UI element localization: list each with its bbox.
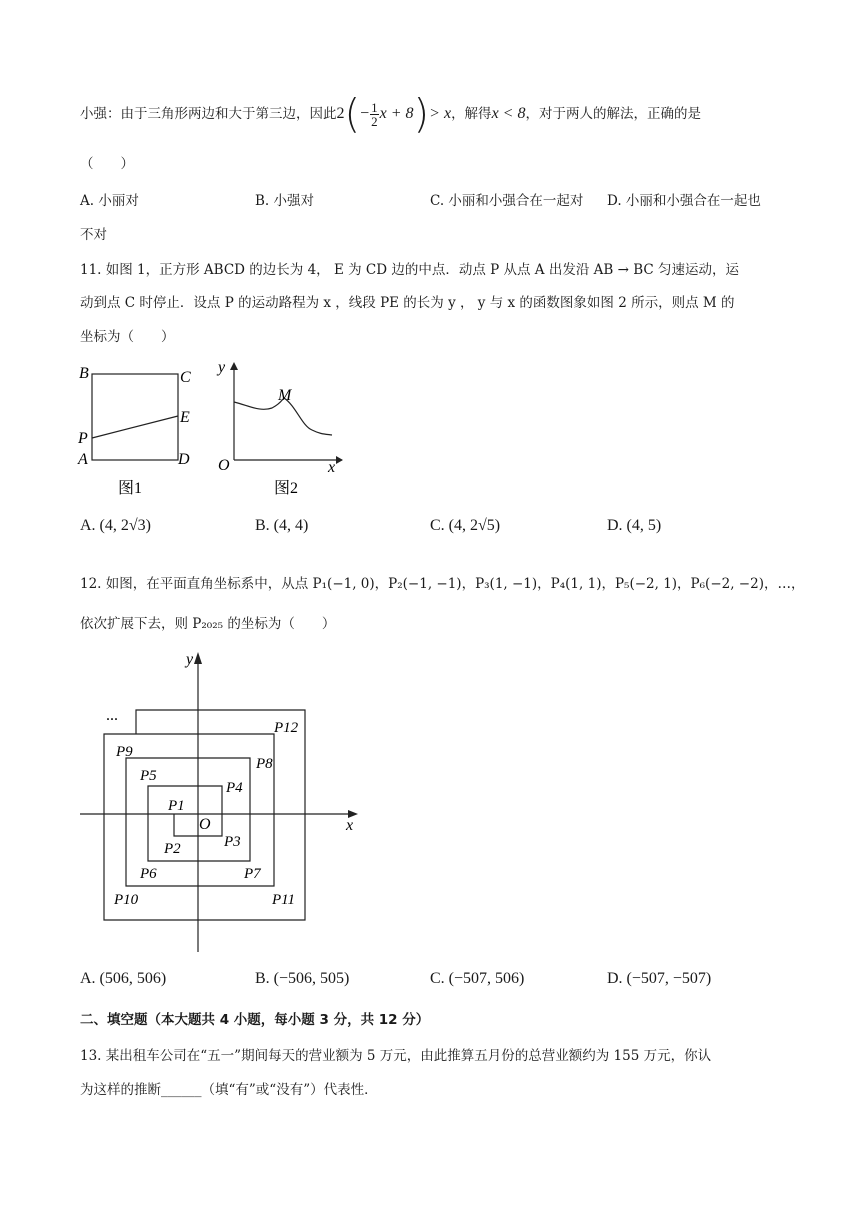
q11-line1: 11. 如图 1，正方形 ABCD 的边长为 4， E 为 CD 边的中点．动点 P 从点 A 出发沿 AB → BC 匀速运动，运 bbox=[80, 262, 739, 278]
q10-option-b: B. 小强对 bbox=[255, 193, 315, 209]
dots: ... bbox=[106, 707, 118, 724]
origin-label: O bbox=[199, 816, 211, 833]
q10-blank: （ ） bbox=[80, 156, 134, 172]
label-p3: P3 bbox=[224, 834, 241, 850]
right-paren: ) bbox=[413, 91, 430, 138]
q10-solve-text: ，解得 bbox=[451, 106, 492, 122]
section-2-title: 二、填空题（本大题共 4 小题，每小题 3 分，共 12 分） bbox=[80, 1012, 430, 1028]
label-o: O bbox=[218, 457, 230, 474]
q12-spiral-figure bbox=[76, 646, 366, 956]
q13-line2: 为这样的推断______（填“有”或“没有”）代表性． bbox=[80, 1082, 378, 1098]
axis-x-label: x bbox=[346, 817, 354, 834]
q12-option-d: D. (−507, −507) bbox=[607, 970, 712, 987]
label-p8: P8 bbox=[256, 756, 273, 772]
q13-line1: 13. 某出租车公司在“五一”期间每天的营业额为 5 万元，由此推算五月份的总营业额约为 155 万元，你认 bbox=[80, 1048, 712, 1064]
label-d: D bbox=[178, 451, 190, 468]
label-p9: P9 bbox=[116, 744, 133, 760]
q11-option-d: D. (4, 5) bbox=[607, 517, 662, 534]
label-x: x bbox=[328, 459, 336, 476]
label-p10: P10 bbox=[114, 892, 139, 908]
label-m: M bbox=[278, 387, 292, 404]
q11-line2: 动到点 C 时停止．设点 P 的运动路程为 x ，线段 PE 的长为 y ， y 与 x 的函数图象如图 2 所示，则点 M 的 bbox=[80, 295, 735, 311]
q10-gt: > x bbox=[429, 105, 452, 122]
q12-option-a: A. (506, 506) bbox=[80, 970, 167, 987]
q11-figure1 bbox=[70, 360, 210, 502]
q10-option-d: D. 小丽和小强合在一起也 bbox=[607, 193, 761, 209]
label-b: B bbox=[79, 365, 89, 382]
q12-line2: 依次扩展下去，则 P₂₀₂₅ 的坐标为（ ） bbox=[80, 616, 336, 632]
minus-sign: − bbox=[360, 105, 370, 122]
label-p2: P2 bbox=[164, 841, 181, 857]
q12-option-b: B. (−506, 505) bbox=[255, 970, 350, 987]
q10-tail: ，对于两人的解法，正确的是 bbox=[525, 106, 701, 122]
q11-figure2 bbox=[210, 358, 350, 502]
q10-option-wrap: 不对 bbox=[80, 227, 107, 243]
label-a: A bbox=[78, 451, 88, 468]
q12-line1: 12. 如图，在平面直角坐标系中，从点 P₁(−1, 0)，P₂(−1, −1)，P₃(1, −1)，P₄(1, 1)，P₅(−2, 1)，P₆(−2, −2)，…， bbox=[80, 576, 805, 592]
left-paren: ( bbox=[344, 91, 361, 138]
q10-inner: x + 8 bbox=[379, 105, 414, 122]
q11-option-c: C. (4, 2√5) bbox=[430, 517, 501, 534]
label-p4: P4 bbox=[226, 780, 243, 796]
q10-solve-ineq: x < 8 bbox=[491, 105, 526, 122]
q10-option-c: C. 小丽和小强合在一起对 bbox=[430, 193, 584, 209]
label-p12: P12 bbox=[274, 720, 299, 736]
axis-y-label: y bbox=[186, 651, 194, 668]
label-p6: P6 bbox=[140, 866, 157, 882]
q11-option-b: B. (4, 4) bbox=[255, 517, 309, 534]
fig1-caption: 图1 bbox=[118, 480, 143, 497]
label-p5: P5 bbox=[140, 768, 157, 784]
label-y: y bbox=[218, 359, 226, 376]
q11-option-a: A. (4, 2√3) bbox=[80, 517, 151, 534]
label-p1: P1 bbox=[168, 798, 185, 814]
label-p11: P11 bbox=[272, 892, 296, 908]
label-e: E bbox=[180, 409, 190, 426]
q11-line3: 坐标为（ ） bbox=[80, 329, 175, 345]
label-p7: P7 bbox=[244, 866, 261, 882]
q10-option-a: A. 小丽对 bbox=[80, 193, 139, 209]
q10-line bbox=[80, 92, 701, 136]
label-p: P bbox=[78, 430, 88, 447]
q10-intro: 小强：由于三角形两边和大于第三边，因此 bbox=[80, 106, 337, 122]
q10-coef: 2 bbox=[336, 105, 345, 122]
fraction-half: $\frac{1}{2}$ bbox=[371, 100, 378, 129]
fig2-caption: 图2 bbox=[274, 480, 299, 497]
q12-option-c: C. (−507, 506) bbox=[430, 970, 525, 987]
label-c: C bbox=[180, 369, 191, 386]
